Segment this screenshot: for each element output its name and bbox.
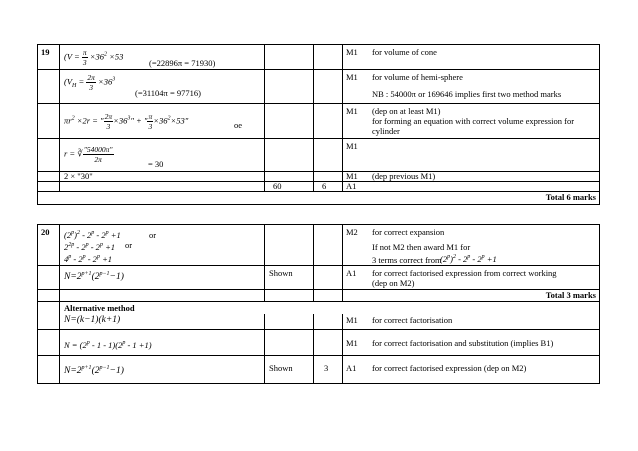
mark-code: A1 [346,363,357,373]
mark-code: M1 [346,315,358,325]
q20-alt-row-1 [38,302,599,330]
q19-row-1 [38,45,599,70]
mark-code: M1 [346,141,358,151]
mark-code: M2 [346,227,358,237]
working-hemisphere-volume: ($V_H$ = $\frac{2\pi}{3}$ $\times 36^3$ [64,73,116,92]
working-alt-substitution: $N = (2^p - 1 - 1)(2^p - 1 +1)$ [64,339,152,350]
q19-row-4 [38,139,599,172]
or-text: or [149,230,157,240]
q19-total-row [38,192,599,204]
total-marks: Total 3 marks [545,290,596,300]
mark-code: A1 [346,181,357,191]
answer-shown: Shown [269,363,293,373]
q20-row-2 [38,266,599,290]
q19-row-2 [38,70,599,104]
working-oe: oe [234,120,243,130]
q19-row-3 [38,104,599,139]
working-cylinder-equation: $\pi r^2 \times 2r$ = " $\frac{2\pi}{3}$ $\times 36^3$" + " $\frac{\pi}{3}$ $\times 36^2\times 53$" [64,112,189,131]
guidance-expression: $(2^p)^2 - 2^p - 2^p +1$ [440,253,497,264]
or-text: or [125,240,133,250]
mark-code: A1 [346,268,357,278]
guidance-note: cylinder [372,126,400,136]
q20-alt-row-3 [38,356,599,383]
working-expansion-3: $4^p - 2^p - 2^p +1$ [64,253,113,264]
guidance-text: for volume of cone [372,47,437,57]
guidance-text: for correct factorisation and substitution (implies B1) [372,338,554,348]
working-alt-factorisation: N=(k−1)(k+1) [64,315,121,325]
guidance-text: (dep previous M1) [372,171,436,181]
working-radius: r = ∛ $\frac{"54000\pi"}{2\pi}$ [64,145,113,164]
mark-code: M1 [346,338,358,348]
mark-code: M1 [346,72,358,82]
working-alt-final: $N=2^{p+1}(2^{p-1}-1)$ [64,365,124,377]
guidance-note: (dep on M2) [372,278,415,288]
working-expansion-1: $(2^p)^2 - 2^p - 2^p +1$ [64,229,121,240]
total-marks: Total 6 marks [545,192,596,202]
working-hemisphere-value: (=31104π = 97716) [135,88,201,98]
working-diameter: 2 × "30" [64,171,93,181]
q19-row-5 [38,172,599,182]
guidance-text: for correct expansion [372,227,445,237]
working-radius-value: = 30 [148,159,164,169]
q19-row-6 [38,182,599,192]
guidance-note: If not M2 then award M1 for [372,242,471,252]
question-number: 20 [41,227,50,237]
guidance-note: 3 terms correct from [372,255,442,265]
guidance-note: for forming an equation with correct volume expression for [372,116,575,126]
marks-count: 6 [322,181,327,191]
alternative-method-heading: Alternative method [64,303,135,313]
q20-mark-scheme-table [37,224,600,384]
mark-code: M1 [346,47,358,57]
working-cone-value: (=22896π = 71930) [149,58,216,68]
question-number: 19 [41,47,50,57]
working-factorised: $N=2^{p+1}(2^{p-1}-1)$ [64,271,124,283]
working-expansion-2: $2^{2p} - 2^p - 2^p +1$ [64,241,116,252]
guidance-note: NB : 54000π or 169646 implies first two method marks [372,89,562,99]
mark-code: M1 [346,106,358,116]
guidance-text: for volume of hemi-sphere [372,72,463,82]
answer-shown: Shown [269,268,293,278]
q19-mark-scheme-table [37,44,600,205]
guidance-text: (dep on at least M1) [372,106,441,116]
answer-value: 60 [273,181,282,191]
guidance-text: for correct factorised expression (dep on M2) [372,363,527,373]
mark-code: M1 [346,171,358,181]
guidance-text: for correct factorised expression from correct working [372,268,557,278]
q20-row-1 [38,225,599,266]
working-cone-volume: (V = $\frac{\pi}{3}$ $\times 36^2 \times 53$ [64,48,124,67]
guidance-text: for correct factorisation [372,315,453,325]
q20-total-row [38,290,599,302]
q20-alt-row-2 [38,330,599,356]
marks-count: 3 [324,363,329,373]
